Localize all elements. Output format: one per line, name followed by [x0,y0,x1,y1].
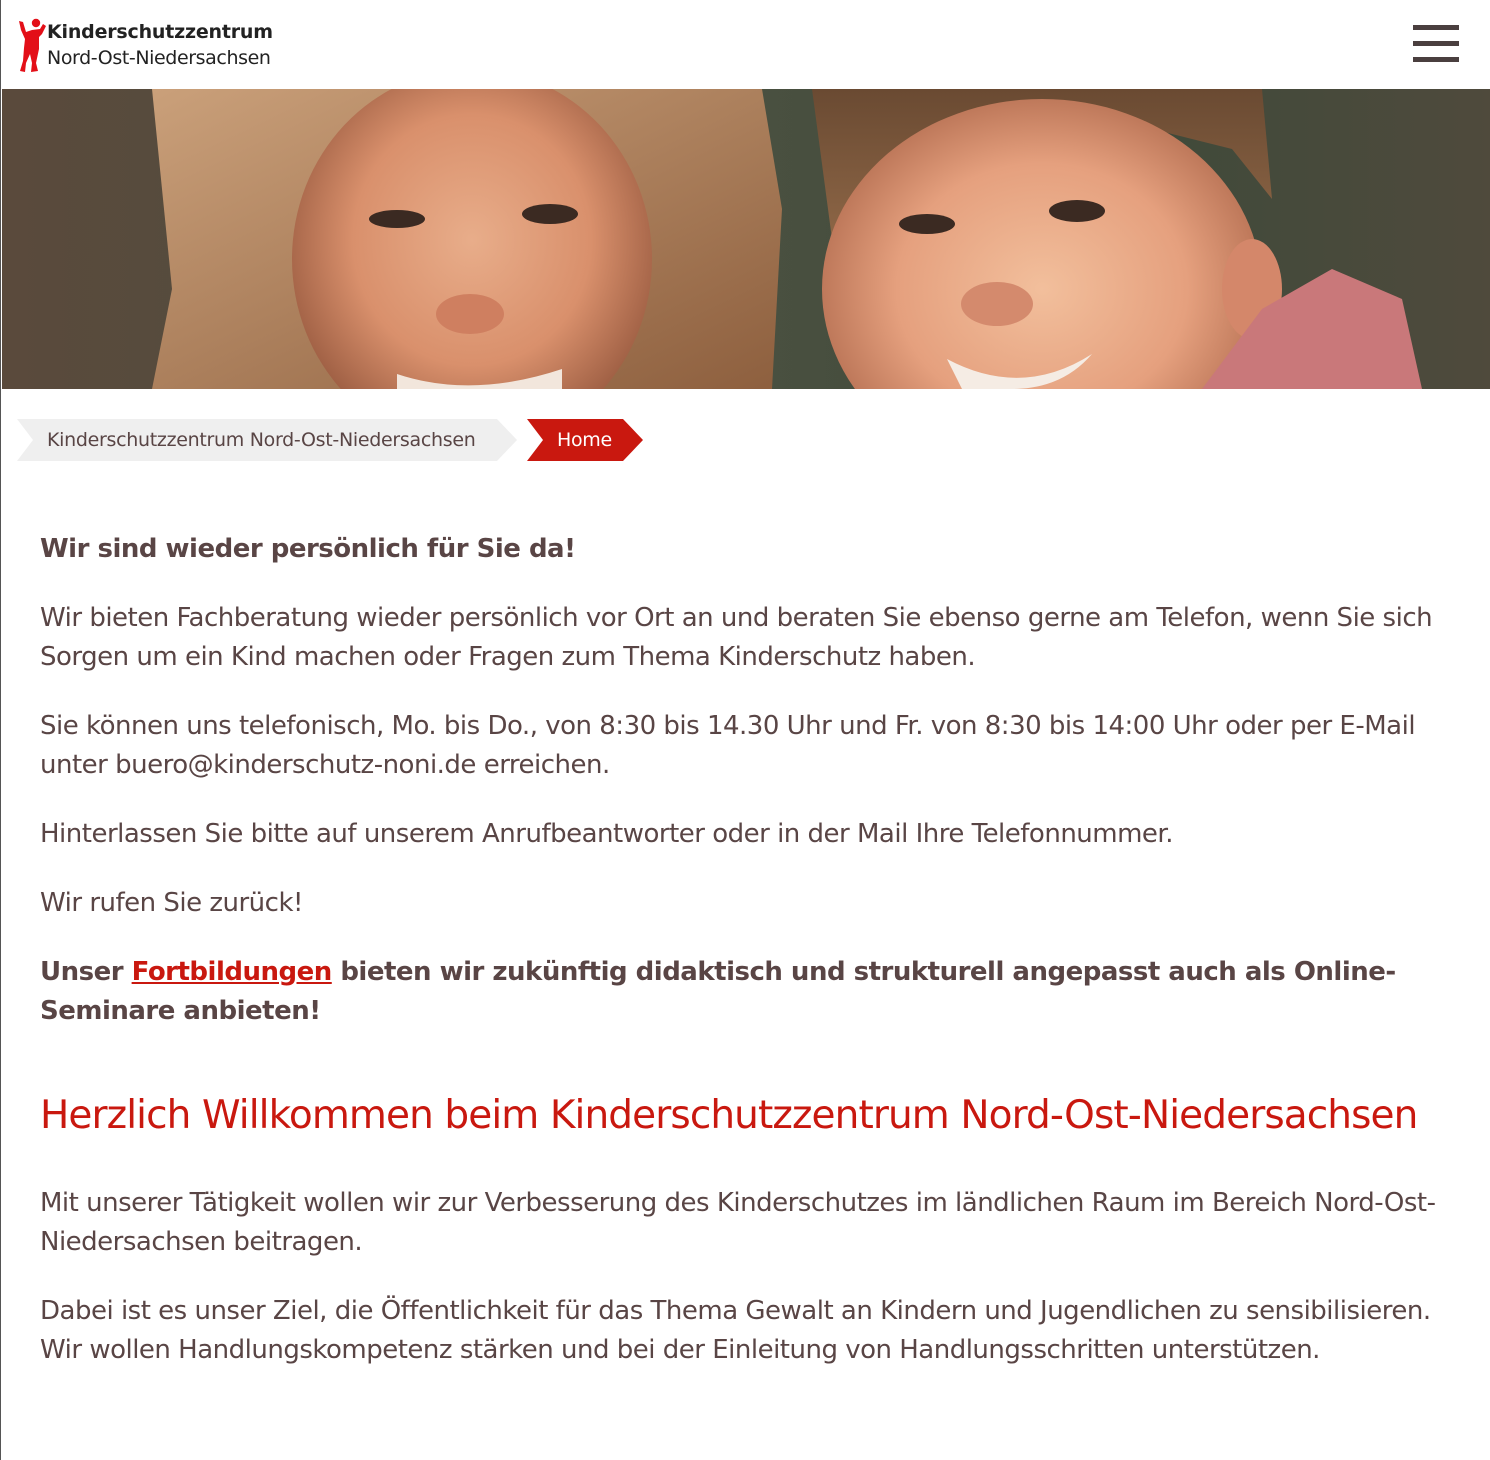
breadcrumb-item-current [527,419,643,461]
breadcrumb-item-label: Home [557,429,612,451]
child-figure-logo-icon [17,18,47,74]
training-notice-prefix: Unser [40,957,132,987]
breadcrumb-item-home-site[interactable] [17,419,517,461]
hero-image [2,89,1490,389]
fortbildungen-link[interactable]: Fortbildungen [131,957,332,987]
menu-bar [1413,41,1459,46]
site-header [1,0,1490,89]
menu-bar [1413,25,1459,30]
notice-heading: Wir sind wieder persönlich für Sie da! [40,534,576,564]
logo-subtitle: Nord-Ost-Niedersachsen [47,47,271,69]
hamburger-menu-icon[interactable] [1413,23,1461,65]
welcome-heading: Herzlich Willkommen beim Kinderschutzzentrum Nord-Ost-Niedersachsen [40,1093,1418,1138]
mission-paragraph: Mit unserer Tätigkeit wollen wir zur Verbesserung des Kinderschutzes im ländlichen Raum im Bereich Nord-Ost-Niedersachsen beitragen. [40,1188,1436,1257]
callback-paragraph: Hinterlassen Sie bitte auf unserem Anrufbeantworter oder in der Mail Ihre Telefonnummer. [40,819,1173,849]
menu-bar [1413,57,1459,62]
logo-title: Kinderschutzzentrum [47,21,273,43]
breadcrumb-item-label: Kinderschutzzentrum Nord-Ost-Niedersachsen [47,429,476,451]
hero-photo [2,89,1490,389]
training-notice-suffix: bieten wir zukünftig didaktisch und strukturell angepasst auch als Online-Seminare anbieten! [40,957,1396,1026]
site-logo[interactable] [17,18,287,74]
goal-paragraph: Dabei ist es unser Ziel, die Öffentlichkeit für das Thema Gewalt an Kindern und Jugendlichen zu sensibilisieren. Wir wollen Handlungskompetenz stärken und bei der Einleitung von Handlungsschritten unterstützen. [40,1296,1431,1365]
contact-paragraph: Sie können uns telefonisch, Mo. bis Do., von 8:30 bis 14.30 Uhr und Fr. von 8:30 bis 14:00 Uhr oder per E-Mail unter buero@kinderschutz-noni.de erreichen. [40,711,1416,780]
notice-paragraph: Wir bieten Fachberatung wieder persönlich vor Ort an und beraten Sie ebenso gerne am Telefon, wenn Sie sich Sorgen um ein Kind machen oder Fragen zum Thema Kinderschutz haben. [40,603,1433,672]
callback-promise: Wir rufen Sie zurück! [40,888,303,918]
training-notice [40,953,1452,1031]
